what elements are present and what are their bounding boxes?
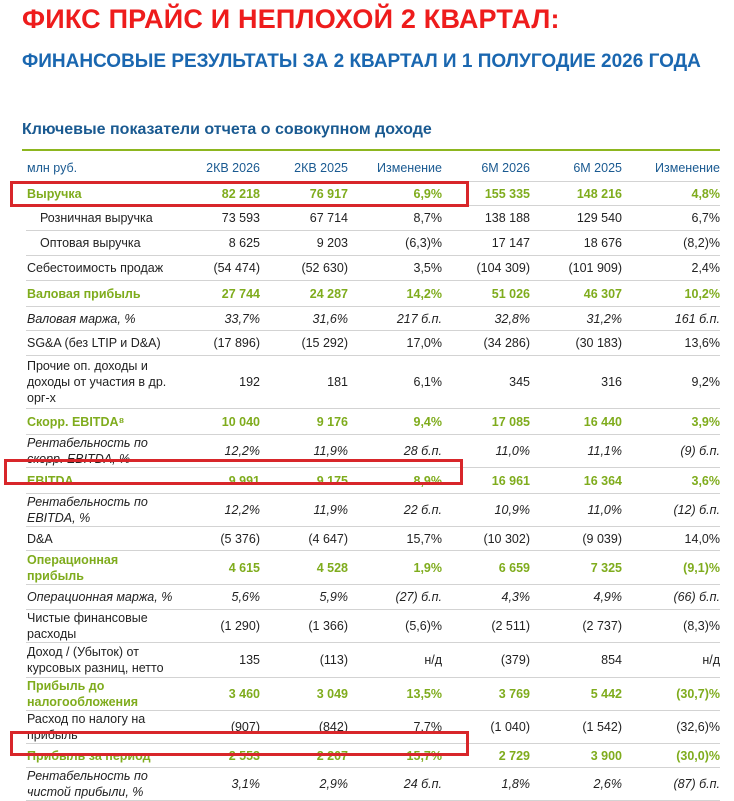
row-value: 51 026	[442, 281, 530, 307]
table-row	[26, 643, 720, 678]
row-label: Скорр. EBITDA⁸	[26, 409, 176, 435]
table-row	[26, 678, 720, 711]
row-value: (27) б.п.	[348, 585, 442, 610]
highlight-box-revenue	[10, 181, 469, 207]
row-value: (5 376)	[176, 527, 260, 551]
table-body	[26, 182, 720, 801]
row-value: 148 216	[530, 182, 622, 206]
row-value: 8,9%	[348, 468, 442, 494]
row-value: 17 085	[442, 409, 530, 435]
table-row	[26, 356, 720, 409]
row-label: Операционная маржа, %	[26, 585, 176, 610]
row-value: (54 474)	[176, 256, 260, 281]
row-label: Себестоимость продаж	[26, 256, 176, 281]
row-value: 3,6%	[622, 468, 720, 494]
row-label: EBITDA	[26, 468, 176, 494]
row-value: 33,7%	[176, 307, 260, 331]
section-divider	[22, 149, 720, 151]
row-value: 11,1%	[530, 435, 622, 468]
row-value: 24 б.п.	[348, 768, 442, 801]
row-value: 67 714	[260, 206, 348, 231]
row-value: 4,8%	[622, 182, 720, 206]
row-value: 10,2%	[622, 281, 720, 307]
table-row	[26, 551, 720, 585]
row-value: 2 207	[260, 744, 348, 768]
header-units: млн руб.	[26, 155, 176, 182]
row-value: (9 039)	[530, 527, 622, 551]
row-value: 3,5%	[348, 256, 442, 281]
row-label: Чистые финансовые расходы	[26, 610, 176, 643]
row-label: Валовая маржа, %	[26, 307, 176, 331]
row-value: (15 292)	[260, 331, 348, 356]
row-value: 31,6%	[260, 307, 348, 331]
table-row	[26, 256, 720, 281]
table-row	[26, 331, 720, 356]
row-value: 9 991	[176, 468, 260, 494]
row-value: 13,5%	[348, 678, 442, 711]
row-value: (17 896)	[176, 331, 260, 356]
row-value: (87) б.п.	[622, 768, 720, 801]
row-value: 11,9%	[260, 494, 348, 527]
highlight-box-ebitda	[4, 459, 463, 485]
row-value: 11,0%	[530, 494, 622, 527]
row-value: 11,9%	[260, 435, 348, 468]
section-title: Ключевые показатели отчета о совокупном доходе	[22, 121, 432, 138]
row-value: (101 909)	[530, 256, 622, 281]
row-value: 161 б.п.	[622, 307, 720, 331]
row-value: 155 335	[442, 182, 530, 206]
row-value: 14,0%	[622, 527, 720, 551]
header-change-halfyear: Изменение	[622, 155, 720, 182]
row-value: (907)	[176, 711, 260, 744]
row-label: Рентабельность по EBITDA, %	[26, 494, 176, 527]
row-value: 2,4%	[622, 256, 720, 281]
row-value: 24 287	[260, 281, 348, 307]
row-value: (52 630)	[260, 256, 348, 281]
row-value: 6,9%	[348, 182, 442, 206]
row-label: Валовая прибыль	[26, 281, 176, 307]
row-value: (2 737)	[530, 610, 622, 643]
row-value: 1,8%	[442, 768, 530, 801]
header-change-quarter: Изменение	[348, 155, 442, 182]
row-value: (8,2)%	[622, 231, 720, 256]
row-label: Операционная прибыль	[26, 551, 176, 585]
row-value: 10 040	[176, 409, 260, 435]
table-row	[26, 494, 720, 527]
row-value: 18 676	[530, 231, 622, 256]
table-row	[26, 768, 720, 801]
row-value: 16 440	[530, 409, 622, 435]
row-value: 181	[260, 356, 348, 409]
row-value: 4,9%	[530, 585, 622, 610]
row-label: Рентабельность по чистой прибыли, %	[26, 768, 176, 801]
row-value: 3 049	[260, 678, 348, 711]
row-value: 854	[530, 643, 622, 678]
highlight-box-net-profit	[10, 731, 469, 756]
table-row	[26, 307, 720, 331]
header-6m-2025: 6М 2025	[530, 155, 622, 182]
table-row	[26, 281, 720, 307]
row-value: 13,6%	[622, 331, 720, 356]
row-value: (4 647)	[260, 527, 348, 551]
row-value: 5,9%	[260, 585, 348, 610]
table-row	[26, 206, 720, 231]
row-value: (379)	[442, 643, 530, 678]
row-value: 27 744	[176, 281, 260, 307]
row-value: 16 961	[442, 468, 530, 494]
report-subtitle: ФИНАНСОВЫЕ РЕЗУЛЬТАТЫ ЗА 2 КВАРТАЛ И 1 ПОЛУГОДИЕ 2026 ГОДА	[22, 51, 701, 72]
header-2q-2025: 2КВ 2025	[260, 155, 348, 182]
row-value: (32,6)%	[622, 711, 720, 744]
row-label: Розничная выручка	[26, 206, 176, 231]
row-value: (30,7)%	[622, 678, 720, 711]
row-label: SG&A (без LTIP и D&A)	[26, 331, 176, 356]
table-row	[26, 409, 720, 435]
row-value: 17 147	[442, 231, 530, 256]
row-value: 9 175	[260, 468, 348, 494]
row-value: 2,9%	[260, 768, 348, 801]
table-row	[26, 585, 720, 610]
row-value: 1,9%	[348, 551, 442, 585]
row-value: 345	[442, 356, 530, 409]
row-value: 31,2%	[530, 307, 622, 331]
row-value: (10 302)	[442, 527, 530, 551]
row-value: 15,7%	[348, 527, 442, 551]
row-label: Расход по налогу на прибыль	[26, 711, 176, 744]
row-value: (34 286)	[442, 331, 530, 356]
row-value: 129 540	[530, 206, 622, 231]
row-value: (104 309)	[442, 256, 530, 281]
row-value: 16 364	[530, 468, 622, 494]
row-label: Прибыль за период	[26, 744, 176, 768]
row-value: 9 176	[260, 409, 348, 435]
row-label: Прочие оп. доходы и доходы от участия в др. орг-х	[26, 356, 176, 409]
row-value: 14,2%	[348, 281, 442, 307]
row-value: 5,6%	[176, 585, 260, 610]
row-label: Рентабельность по скорр. EBITDA, %	[26, 435, 176, 468]
row-value: 7,7%	[348, 711, 442, 744]
row-value: (1 366)	[260, 610, 348, 643]
table-header-row	[26, 155, 720, 182]
row-value: 9,4%	[348, 409, 442, 435]
row-label: Доход / (Убыток) от курсовых разниц, нетто	[26, 643, 176, 678]
header-6m-2026: 6М 2026	[442, 155, 530, 182]
headline: ФИКС ПРАЙС И НЕПЛОХОЙ 2 КВАРТАЛ:	[22, 4, 560, 34]
row-value: 4 528	[260, 551, 348, 585]
row-value: 6,1%	[348, 356, 442, 409]
row-value: 3,9%	[622, 409, 720, 435]
row-value: 5 442	[530, 678, 622, 711]
row-value: (8,3)%	[622, 610, 720, 643]
row-value: (1 542)	[530, 711, 622, 744]
row-value: 7 325	[530, 551, 622, 585]
row-value: 12,2%	[176, 494, 260, 527]
row-value: 46 307	[530, 281, 622, 307]
row-value: (113)	[260, 643, 348, 678]
row-value: (12) б.п.	[622, 494, 720, 527]
row-value: 4 615	[176, 551, 260, 585]
row-value: 6,7%	[622, 206, 720, 231]
row-value: 11,0%	[442, 435, 530, 468]
row-value: 192	[176, 356, 260, 409]
header-2q-2026: 2КВ 2026	[176, 155, 260, 182]
row-value: 8 625	[176, 231, 260, 256]
row-value: (66) б.п.	[622, 585, 720, 610]
row-value: 9 203	[260, 231, 348, 256]
row-value: 9,2%	[622, 356, 720, 409]
row-value: 3 900	[530, 744, 622, 768]
row-value: 8,7%	[348, 206, 442, 231]
row-value: 6 659	[442, 551, 530, 585]
table-row	[26, 610, 720, 643]
row-label: Прибыль до налогообложения	[26, 678, 176, 711]
row-value: (1 290)	[176, 610, 260, 643]
row-value: 73 593	[176, 206, 260, 231]
row-label: Выручка	[26, 182, 176, 206]
row-value: (5,6)%	[348, 610, 442, 643]
row-value: (6,3)%	[348, 231, 442, 256]
row-value: 3 460	[176, 678, 260, 711]
row-value: 22 б.п.	[348, 494, 442, 527]
row-value: (30,0)%	[622, 744, 720, 768]
row-label: D&A	[26, 527, 176, 551]
row-value: н/д	[348, 643, 442, 678]
row-value: (842)	[260, 711, 348, 744]
table-row	[26, 527, 720, 551]
row-value: 2 729	[442, 744, 530, 768]
row-value: 28 б.п.	[348, 435, 442, 468]
row-value: 15,7%	[348, 744, 442, 768]
row-value: 10,9%	[442, 494, 530, 527]
table-row	[26, 231, 720, 256]
row-value: 217 б.п.	[348, 307, 442, 331]
row-value: (9) б.п.	[622, 435, 720, 468]
row-value: 135	[176, 643, 260, 678]
row-value: (9,1)%	[622, 551, 720, 585]
row-value: 2 553	[176, 744, 260, 768]
row-value: 12,2%	[176, 435, 260, 468]
row-value: 32,8%	[442, 307, 530, 331]
row-value: 17,0%	[348, 331, 442, 356]
row-value: 138 188	[442, 206, 530, 231]
row-value: (1 040)	[442, 711, 530, 744]
row-label: Оптовая выручка	[26, 231, 176, 256]
row-value: (2 511)	[442, 610, 530, 643]
row-value: 3,1%	[176, 768, 260, 801]
row-value: 3 769	[442, 678, 530, 711]
row-value: 82 218	[176, 182, 260, 206]
row-value: 4,3%	[442, 585, 530, 610]
row-value: 76 917	[260, 182, 348, 206]
row-value: 2,6%	[530, 768, 622, 801]
row-value: (30 183)	[530, 331, 622, 356]
row-value: н/д	[622, 643, 720, 678]
row-value: 316	[530, 356, 622, 409]
